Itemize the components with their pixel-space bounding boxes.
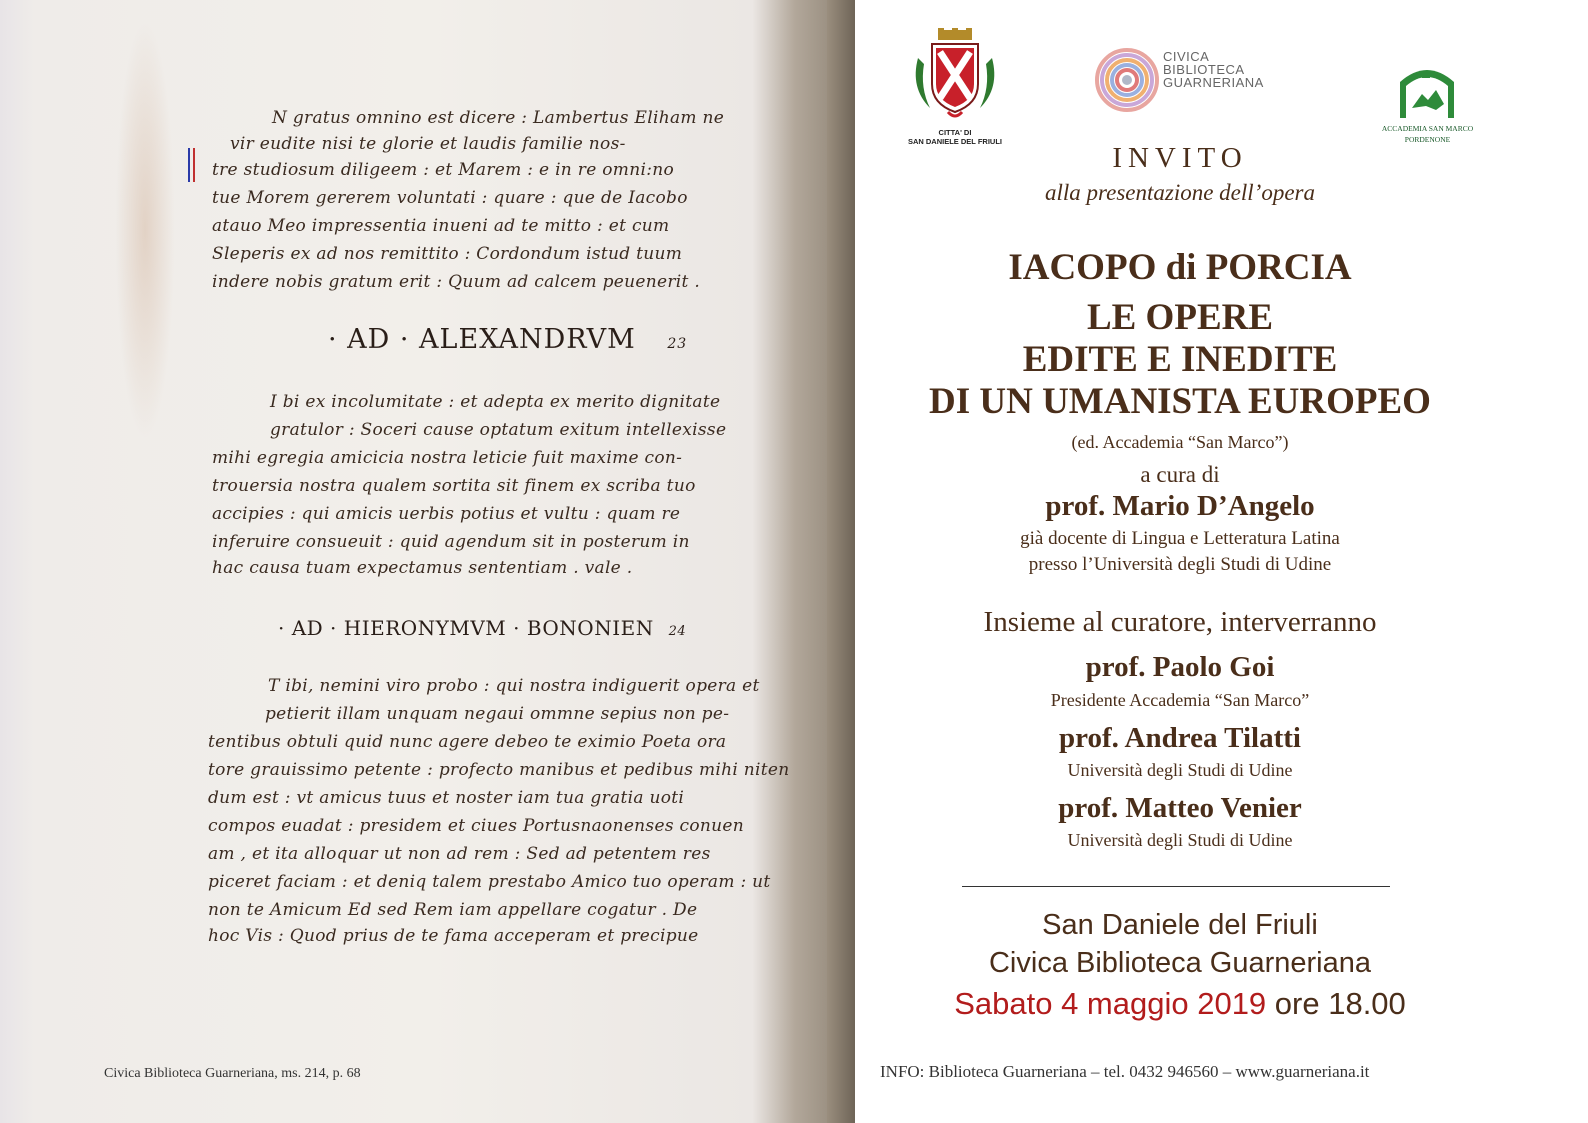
manuscript-line: tentibus obtuli quid nunc agere debeo te eximio Poeta ora: [208, 732, 727, 752]
event-date: Sabato 4 maggio 2019: [954, 986, 1267, 1021]
manuscript-line: trouersia nostra qualem sortita sit finem ex scriba tuo: [212, 476, 696, 496]
manuscript-heading-number: 23: [667, 336, 688, 352]
academy-logo-caption-2: PORDENONE: [1404, 135, 1451, 144]
manuscript-line: mihi egregia amicicia nostra leticie fuit maxime con-: [212, 448, 683, 468]
library-logo-line: CIVICA: [1163, 49, 1210, 64]
manuscript-line: tore grauissimo petente : profecto manibus et pedibus mihi niten: [208, 760, 790, 780]
ink-mark-red: [193, 148, 195, 182]
book-title-line: LE OPERE: [1086, 297, 1274, 338]
manuscript-line: non te Amicum Ed sed Rem iam appellare cogatur . De: [208, 900, 698, 920]
speaker-role: Presidente Accademia “San Marco”: [1050, 690, 1310, 710]
book-title-line: DI UN UMANISTA EUROPEO: [929, 381, 1431, 422]
manuscript-line: indere nobis gratum erit : Quum ad calcem peuenerit .: [212, 272, 701, 292]
manuscript-line: dum est : vt amicus tuus et noster iam tua gratia uoti: [208, 788, 685, 808]
library-logo-line: BIBLIOTECA: [1163, 62, 1245, 77]
book-edge: [827, 0, 855, 1123]
library-logo: [1095, 48, 1295, 118]
manuscript-line: compos euadat : presidem et ciues Portusnaonenses conuen: [208, 816, 745, 836]
city-logo-caption-2: SAN DANIELE DEL FRIULI: [907, 137, 1003, 146]
edition-note: (ed. Accademia “San Marco”): [1071, 432, 1289, 452]
speaker-role: Università degli Studi di Udine: [1067, 760, 1293, 780]
invitation-panel: [855, 0, 1588, 1123]
presentation-subtitle: alla presentazione dell’opera: [1045, 180, 1315, 205]
academy-lion-icon: [1370, 64, 1485, 118]
manuscript-caption: Civica Biblioteca Guarneriana, ms. 214, p. 68: [104, 1066, 361, 1081]
manuscript-line: am , et ita alloquar ut non ad rem : Sed ad petentem res: [208, 844, 711, 864]
event-datetime: [855, 986, 1505, 1022]
city-crest-icon: [900, 28, 1010, 124]
manuscript-line: atauo Meo impressentia inueni ad te mitto : et cum: [212, 216, 670, 236]
curator-role: già docente di Lingua e Letteratura Latina: [1020, 528, 1340, 549]
manuscript-line: petierit illam unquam negaui ommne sepius non pe-: [265, 704, 730, 724]
manuscript-line: vir eudite nisi te glorie et laudis familie nos-: [230, 134, 626, 154]
city-logo: [900, 28, 1010, 146]
manuscript-line: tue Morem gererem voluntati : quare : que de Iacobo: [212, 188, 688, 208]
manuscript-heading-number: 24: [668, 624, 687, 639]
invito-heading: INVITO: [1112, 142, 1248, 174]
ink-mark-blue: [188, 148, 190, 182]
speaker-role: Università degli Studi di Udine: [1067, 830, 1293, 850]
manuscript-stain: [115, 20, 175, 440]
venue-town: San Daniele del Friuli: [1042, 909, 1318, 941]
speaker-name: prof. Matteo Venier: [1058, 792, 1302, 824]
speakers-intro: Insieme al curatore, interverranno: [983, 606, 1377, 638]
curator-name: prof. Mario D’Angelo: [1045, 490, 1315, 522]
manuscript-line: accipies : qui amicis uerbis potius et vultu : quam re: [212, 504, 681, 524]
book-title-line: IACOPO di PORCIA: [1008, 247, 1352, 288]
manuscript-line: hoc Vis : Quod prius de te fama acceperam et precipue: [208, 926, 699, 946]
academy-logo-caption-1: ACCADEMIA SAN MARCO: [1381, 124, 1474, 133]
library-logo-text: [1163, 50, 1264, 89]
manuscript-line: tre studiosum diligeem : et Marem : e in re omni:no: [212, 160, 675, 180]
venue-library: Civica Biblioteca Guarneriana: [988, 947, 1372, 979]
library-logo-line: GUARNERIANA: [1163, 75, 1264, 90]
library-rings-icon: [1095, 48, 1159, 112]
manuscript-line: I bi ex incolumitate : et adepta ex merito dignitate: [270, 392, 721, 412]
manuscript-line: Sleperis ex ad nos remittito : Cordondum istud tuum: [212, 244, 683, 264]
a-cura-di-label: a cura di: [1140, 462, 1220, 487]
info-line: INFO: Biblioteca Guarneriana – tel. 0432 946560 – www.guarneriana.it: [880, 1062, 1370, 1081]
manuscript-line: N gratus omnino est dicere : Lambertus Eliham ne: [272, 108, 725, 128]
academy-logo: [1370, 64, 1485, 144]
manuscript-heading-hieronymum: [278, 616, 686, 640]
manuscript-heading-text: · AD · ALEXANDRVM: [328, 324, 636, 355]
event-time: ore 18.00: [1274, 986, 1406, 1021]
speaker-name: prof. Paolo Goi: [1085, 651, 1275, 683]
manuscript-line: hac causa tuam expectamus sententiam . vale .: [212, 558, 633, 578]
manuscript-line: piceret faciam : et deniq talem prestabo Amico tuo operam : ut: [208, 872, 771, 892]
manuscript-heading-alexandrum: [328, 324, 687, 355]
divider: [962, 886, 1390, 887]
city-logo-caption-1: CITTA' DI: [938, 128, 972, 137]
manuscript-heading-text: · AD · HIERONYMVM · BONONIEN: [278, 616, 654, 640]
manuscript-line: inferuire consueuit : quid agendum sit in posterum in: [212, 532, 690, 552]
manuscript-line: gratulor : Soceri cause optatum exitum intellexisse: [270, 420, 727, 440]
book-title-line: EDITE E INEDITE: [1022, 339, 1338, 380]
speaker-name: prof. Andrea Tilatti: [1059, 722, 1301, 754]
manuscript-line: T ibi, nemini viro probo : qui nostra indiguerit opera et: [268, 676, 760, 696]
curator-affiliation: presso l’Università degli Studi di Udine: [1028, 554, 1332, 575]
